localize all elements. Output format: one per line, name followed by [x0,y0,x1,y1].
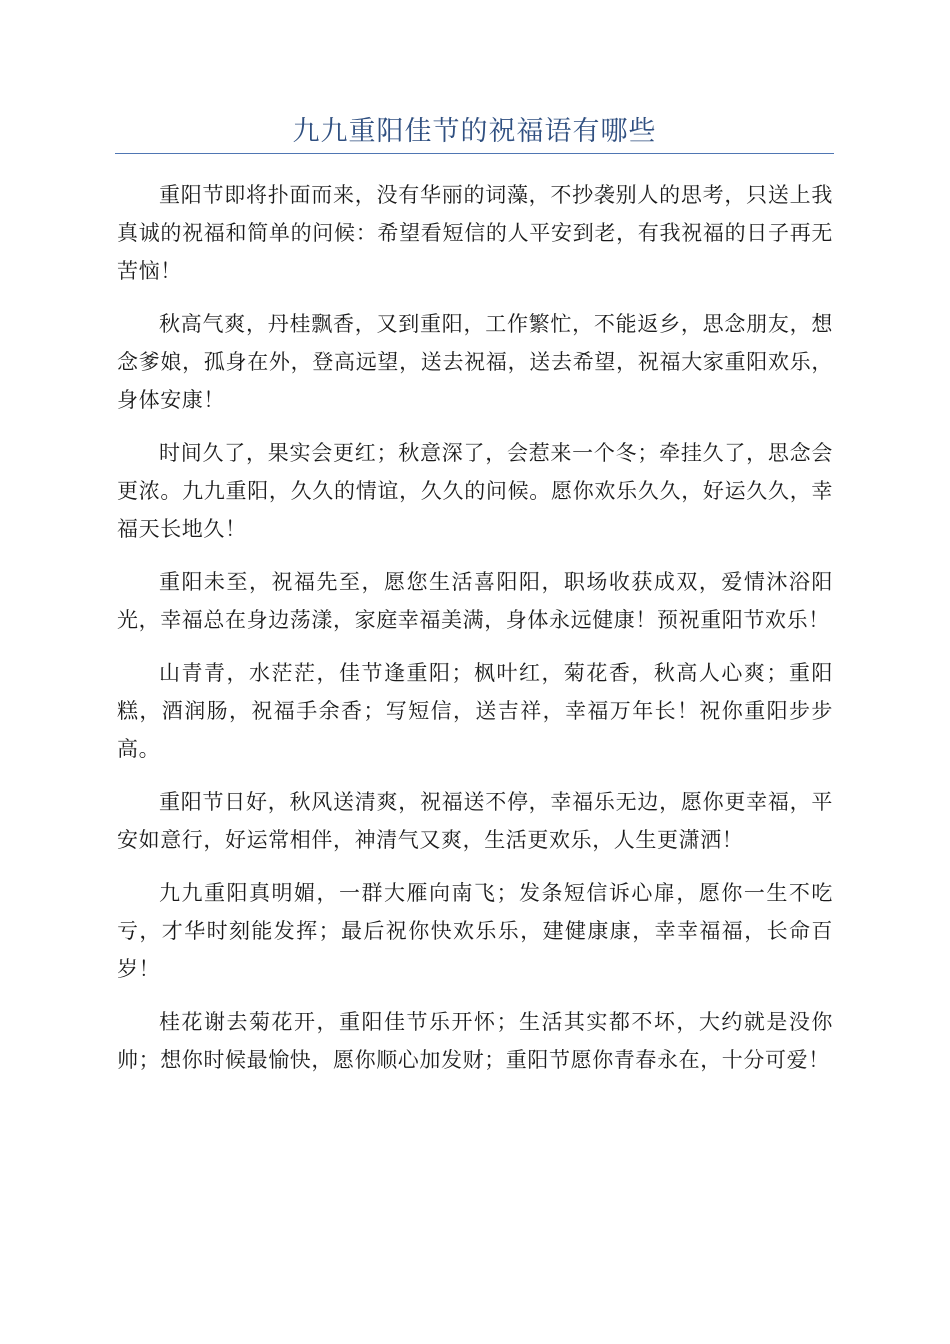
document-title: 九九重阳佳节的祝福语有哪些 [292,116,657,147]
title-underline [115,153,834,154]
paragraph: 秋高气爽，丹桂飘香，又到重阳，工作繁忙，不能返乡，思念朋友，想念爹娘，孤身在外，登高远望，送去祝福，送去希望，祝福大家重阳欢乐，身体安康！ [117,312,833,412]
paragraph: 重阳未至，祝福先至，愿您生活喜阳阳，职场收获成双，爱情沐浴阳光，幸福总在身边荡漾，家庭幸福美满，身体永远健康！预祝重阳节欢乐！ [117,570,833,632]
paragraph: 山青青，水茫茫，佳节逢重阳；枫叶红，菊花香，秋高人心爽；重阳糕，酒润肠，祝福手余香；写短信，送吉祥，幸福万年长！祝你重阳步步高。 [117,661,833,761]
paragraph: 桂花谢去菊花开，重阳佳节乐开怀；生活其实都不坏，大约就是没你帅；想你时候最愉快，愿你顺心加发财；重阳节愿你青春永在，十分可爱！ [117,1010,833,1072]
paragraph: 九九重阳真明媚，一群大雁向南飞；发条短信诉心扉，愿你一生不吃亏，才华时刻能发挥；最后祝你快欢乐乐，建健康康，幸幸福福，长命百岁！ [117,881,833,981]
document-body [117,176,833,1094]
paragraph: 重阳节即将扑面而来，没有华丽的词藻，不抄袭别人的思考，只送上我真诚的祝福和简单的问候：希望看短信的人平安到老，有我祝福的日子再无苦恼！ [117,183,833,283]
paragraph: 重阳节日好，秋风送清爽，祝福送不停，幸福乐无边，愿你更幸福，平安如意行，好运常相伴，神清气又爽，生活更欢乐，人生更潇洒！ [117,790,833,852]
paragraph: 时间久了，果实会更红；秋意深了，会惹来一个冬；牵挂久了，思念会更浓。九九重阳，久久的情谊，久久的问候。愿你欢乐久久，好运久久，幸福天长地久！ [117,441,833,541]
